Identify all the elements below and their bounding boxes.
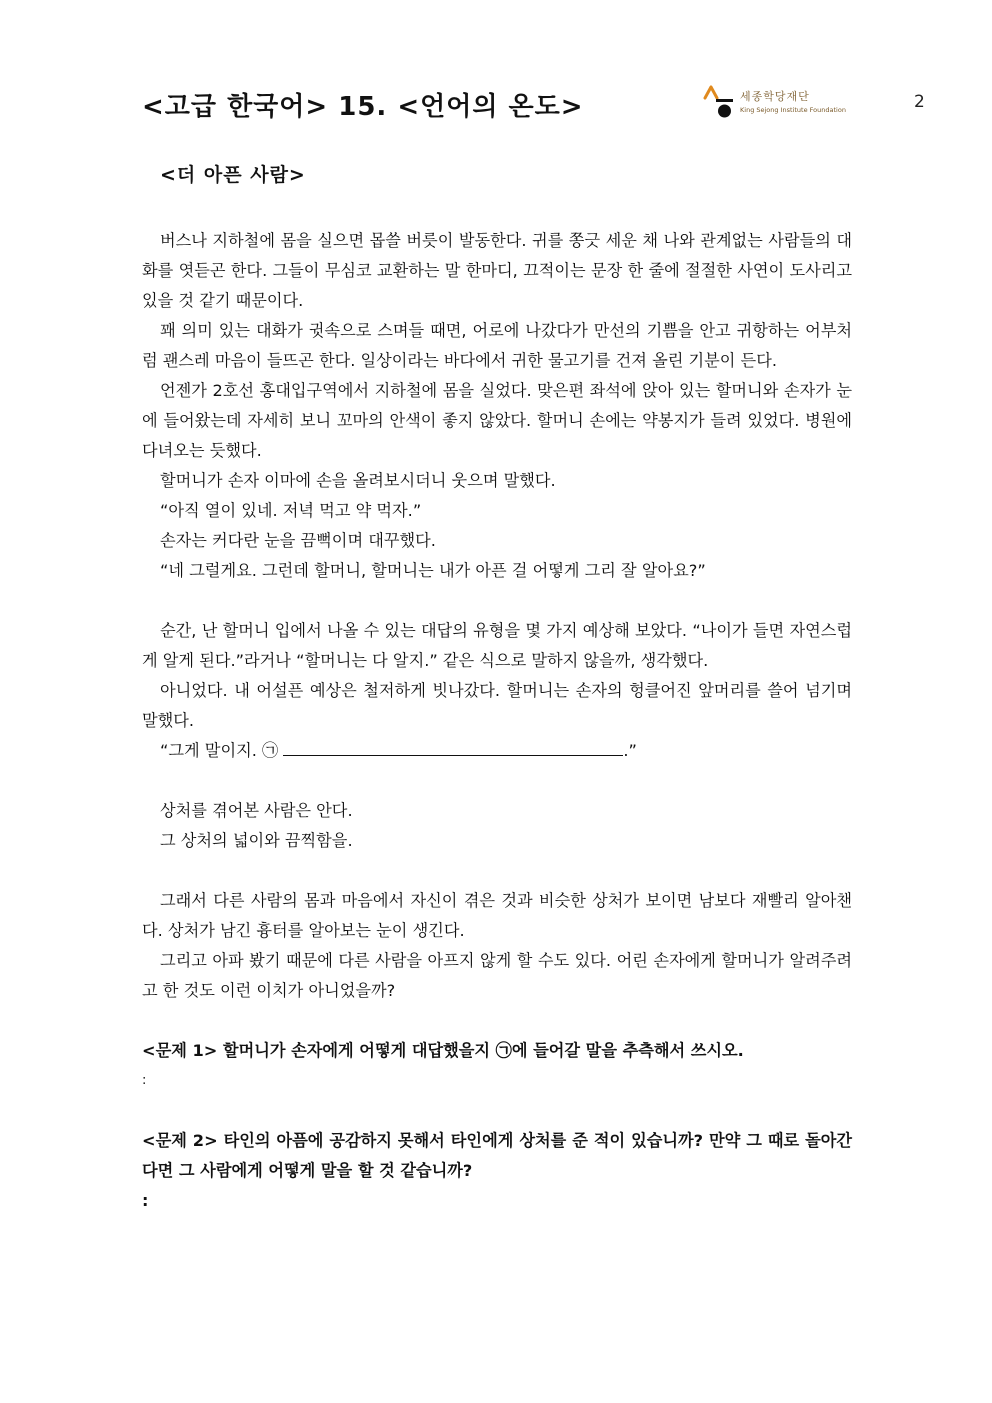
page-number: 2 <box>914 92 925 112</box>
paragraph: 순간, 난 할머니 입에서 나올 수 있는 대답의 유형을 몇 가지 예상해 보았다. “나이가 들면 자연스럽게 알게 된다.”라거나 “할머니는 다 알지.” 같은 식으로 말하지 않을까, 생각했다. <box>142 621 852 670</box>
article-body <box>142 226 852 1216</box>
section-title: <더 아픈 사람> <box>160 164 306 186</box>
question-2: <문제 2> 타인의 아픔에 공감하지 못해서 타인에게 상처를 준 적이 있습니까? 만약 그 때로 돌아간다면 그 사람에게 어떻게 말을 할 것 같습니까? <box>142 1131 852 1180</box>
spacer <box>142 766 852 796</box>
spacer <box>142 1006 852 1036</box>
king-sejong-logo-icon <box>702 84 736 120</box>
spacer <box>142 856 852 886</box>
paragraph: 아니었다. 내 어설픈 예상은 철저하게 빗나갔다. 할머니는 손자의 헝클어진 앞머리를 쓸어 넘기며 말했다. <box>142 681 852 730</box>
paragraph: 버스나 지하철에 몸을 실으면 몹쓸 버릇이 발동한다. 귀를 쫑긋 세운 채 나와 관계없는 사람들의 대화를 엿듣곤 한다. 그들이 무심코 교환하는 말 한마디, 끄적이는 문장 한 줄에 절절한 사연이 도사리고 있을 것 같기 때문이다. <box>142 231 852 310</box>
dialogue-line: “아직 열이 있네. 저녁 먹고 약 먹자.” <box>160 501 422 520</box>
paragraph: 꽤 의미 있는 대화가 귓속으로 스며들 때면, 어로에 나갔다가 만선의 기쁨을 안고 귀항하는 어부처럼 괜스레 마음이 들뜨곤 한다. 일상이라는 바다에서 귀한 물고기를 건져 올린 기분이 든다. <box>142 321 852 370</box>
question-1: <문제 1> 할머니가 손자에게 어떻게 대답했을지 ㉠에 들어갈 말을 추측해서 쓰시오. <box>142 1041 744 1060</box>
paragraph: 할머니가 손자 이마에 손을 올려보시더니 웃으며 말했다. <box>160 471 556 490</box>
page-title: <고급 한국어> 15. <언어의 온도> <box>142 92 584 122</box>
paragraph: 그 상처의 넓이와 끔찍함을. <box>160 831 353 850</box>
spacer <box>142 586 852 616</box>
paragraph: 손자는 커다란 눈을 끔뻑이며 대꾸했다. <box>160 531 436 550</box>
dialogue-prefix: “그게 말이지. ㉠ <box>160 741 284 760</box>
question-1-answer-field[interactable]: : <box>142 1073 147 1088</box>
fill-in-blank[interactable] <box>283 741 623 756</box>
king-sejong-logo <box>702 84 846 124</box>
logo-name-korean: 세종학당재단 <box>740 90 810 103</box>
dialogue-line: “네 그럴게요. 그런데 할머니, 할머니는 내가 아픈 걸 어떻게 그리 잘 알아요?” <box>160 561 706 580</box>
paragraph: 상처를 겪어본 사람은 안다. <box>160 801 353 820</box>
paragraph: 그래서 다른 사람의 몸과 마음에서 자신이 겪은 것과 비슷한 상처가 보이면 남보다 재빨리 알아챈다. 상처가 남긴 흉터를 알아보는 눈이 생긴다. <box>142 891 852 940</box>
dialogue-suffix: .” <box>623 741 637 760</box>
question-2-answer-field[interactable]: : <box>142 1191 149 1210</box>
paragraph: 언젠가 2호선 홍대입구역에서 지하철에 몸을 실었다. 맞은편 좌석에 앉아 있는 할머니와 손자가 눈에 들어왔는데 자세히 보니 꼬마의 안색이 좋지 않았다. 할머니 손에는 약봉지가 들려 있었다. 병원에 다녀오는 듯했다. <box>142 381 852 460</box>
dialogue-line-with-blank <box>142 736 852 766</box>
paragraph: 그리고 아파 봤기 때문에 다른 사람을 아프지 않게 할 수도 있다. 어린 손자에게 할머니가 알려주려고 한 것도 이런 이치가 아니었을까? <box>142 951 852 1000</box>
spacer <box>142 1096 852 1126</box>
logo-name-english: King Sejong Institute Foundation <box>740 106 846 114</box>
